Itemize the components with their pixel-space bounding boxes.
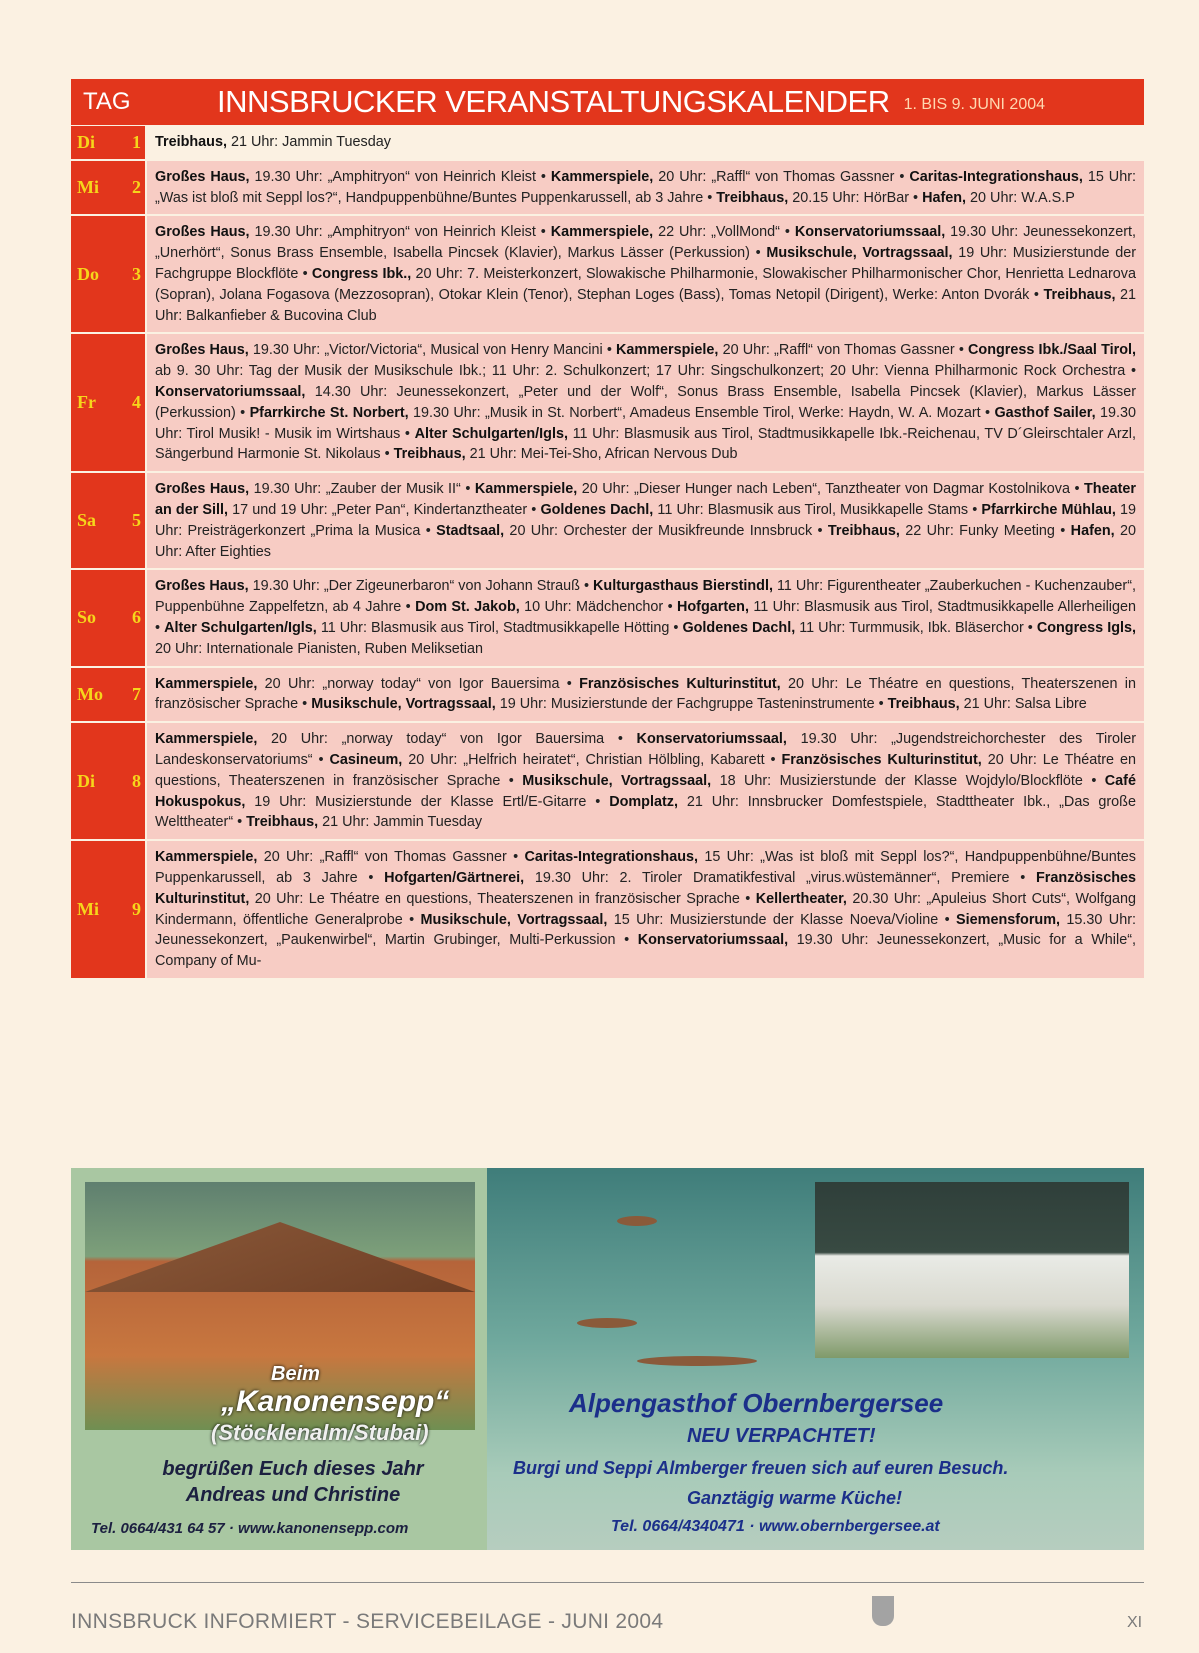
day-label: Di 1	[71, 126, 145, 159]
boat-shape	[617, 1216, 657, 1226]
calendar-header	[71, 79, 1144, 125]
day-label: Do 3	[71, 216, 145, 332]
page-number: XI	[1127, 1614, 1143, 1631]
day-events: Großes Haus, 19.30 Uhr: „Amphitryon“ von Heinrich Kleist • Kammerspiele, 22 Uhr: „VollMond“ • Konservatoriumssaal, 19.30 Uhr: Jeunessekonzert, „Unerhört“, Sonus Brass Ensemble, Isabella Pincsek (Klavier), Markus Lässer (Perkussion) • Musikschule, Vortragssaal, 19 Uhr: Musizierstunde der Fachgruppe Blockflöte • Congress Ibk., 20 Uhr: 7. Meisterkonzert, Slowakische Philharmonie, Slowakischer Philharmonischer Chor, Henrietta Lednarova (Sopran), Jolana Fogasova (Mezzosopran), Otokar Klein (Tenor), Stephan Loges (Bass), Tomas Netopil (Dirigent), Werke: Anton Dvorák • Treibhaus, 21 Uhr: Balkanfieber & Bucovina Club	[147, 216, 1144, 332]
day-events: Großes Haus, 19.30 Uhr: „Zauber der Musik II“ • Kammerspiele, 20 Uhr: „Dieser Hunger nach Leben“, Tanztheater von Dagmar Kostolnikova • Theater an der Sill, 17 und 19 Uhr: „Peter Pan“, Kindertanztheater • Goldenes Dachl, 11 Uhr: Blasmusik aus Tirol, Musikkapelle Stams • Pfarrkirche Mühlau, 19 Uhr: Preisträgerkonzert „Prima la Musica • Stadtsaal, 20 Uhr: Orchester der Musikfreunde Innsbruck • Treibhaus, 22 Uhr: Funky Meeting • Hafen, 20 Uhr: After Eighties	[147, 473, 1144, 568]
footer-text: INNSBRUCK INFORMIERT - SERVICEBEILAGE - JUNI 2004	[71, 1610, 664, 1633]
day-row	[71, 161, 1144, 217]
calendar-title: INNSBRUCKER VERANSTALTUNGSKALENDER	[217, 84, 890, 119]
ad-inn-contact: Tel. 0664/4340471 · www.obernbergersee.at	[611, 1518, 940, 1535]
ad-contact: Tel. 0664/431 64 57 · www.kanonensepp.com	[91, 1520, 409, 1537]
day-events: Kammerspiele, 20 Uhr: „Raffl“ von Thomas Gassner • Caritas-Integrationshaus, 15 Uhr: „Was ist bloß mit Seppl los?“, Handpuppenbühne/Buntes Puppenkarussell, ab 3 Jahre • Hofgarten/Gärtnerei, 19.30 Uhr: 2. Tiroler Dramatikfestival „virus.wüstemänner“, Premiere • Französisches Kulturinstitut, 20 Uhr: Le Théatre en questions, Theaterszenen in französischer Sprache • Kellertheater, 20.30 Uhr: „Apuleius Short Cuts“, Wolfgang Kindermann, öffentliche Generalprobe • Musikschule, Vortragssaal, 15 Uhr: Musizierstunde der Klasse Noeva/Violine • Siemensforum, 15.30 Uhr: Jeunessekonzert, „Paukenwirbel“, Martin Grubinger, Multi-Perkussion • Konservatoriumssaal, 19.30 Uhr: Jeunessekonzert, „Music for a While“, Company of Mu-	[147, 841, 1144, 978]
day-row	[71, 668, 1144, 724]
kanonensepp-ad	[71, 1168, 487, 1550]
day-label: Mo 7	[71, 668, 145, 722]
day-row	[71, 473, 1144, 570]
day-row	[71, 841, 1144, 980]
day-row	[71, 723, 1144, 841]
date-range: 1. BIS 9. JUNI 2004	[903, 96, 1046, 113]
innsbruck-crest-icon	[872, 1596, 894, 1626]
day-events: Großes Haus, 19.30 Uhr: „Amphitryon“ von Heinrich Kleist • Kammerspiele, 20 Uhr: „Raffl“ von Thomas Gassner • Caritas-Integrationshaus, 15 Uhr: „Was ist bloß mit Seppl los?“, Handpuppenbühne/Buntes Puppenkarussell, ab 3 Jahre • Treibhaus, 20.15 Uhr: HörBar • Hafen, 20 Uhr: W.A.S.P	[147, 161, 1144, 215]
obernbergersee-ad	[487, 1168, 1144, 1550]
calendar-rows	[71, 126, 1144, 980]
day-label: Sa 5	[71, 473, 145, 568]
day-label: Fr 4	[71, 334, 145, 471]
day-events: Kammerspiele, 20 Uhr: „norway today“ von Igor Bauersima • Französisches Kulturinstitut, 20 Uhr: Le Théatre en questions, Theaterszenen in französischer Sprache • Musikschule, Vortragssaal, 19 Uhr: Musizierstunde der Fachgruppe Tasteninstrumente • Treibhaus, 21 Uhr: Salsa Libre	[147, 668, 1144, 722]
day-row	[71, 334, 1144, 473]
ad-beim: Beim	[271, 1363, 320, 1385]
day-events: Großes Haus, 19.30 Uhr: „Der Zigeunerbaron“ von Johann Strauß • Kulturgasthaus Bierstindl, 11 Uhr: Figurentheater „Zauberkuchen - Kuchenzauber“, Puppenbühne Zappelfetzn, ab 4 Jahre • Dom St. Jakob, 10 Uhr: Mädchenchor • Hofgarten, 11 Uhr: Blasmusik aus Tirol, Stadtmusikkapelle Allerheiligen • Alter Schulgarten/Igls, 11 Uhr: Blasmusik aus Tirol, Stadtmusikkapelle Hötting • Goldenes Dachl, 11 Uhr: Turmmusik, Ibk. Bläserchor • Congress Igls, 20 Uhr: Internationale Pianisten, Ruben Meliksetian	[147, 570, 1144, 665]
day-events: Kammerspiele, 20 Uhr: „norway today“ von Igor Bauersima • Konservatoriumssaal, 19.30 Uhr: „Jugendstreichorchester des Tiroler Landeskonservatoriums“ • Casineum, 20 Uhr: „Helfrich heiratet“, Christian Hölbling, Kabarett • Französisches Kulturinstitut, 20 Uhr: Le Théatre en questions, Theaterszenen in französischer Sprache • Musikschule, Vortragssaal, 18 Uhr: Musizierstunde der Klasse Wojdylo/Blockflöte • Café Hokuspokus, 19 Uhr: Musizierstunde der Klasse Ertl/E-Gitarre • Domplatz, 21 Uhr: Innsbrucker Domfestspiele, Stadttheater Ibk., „Das große Welttheater“ • Treibhaus, 21 Uhr: Jammin Tuesday	[147, 723, 1144, 839]
boat-shape	[577, 1318, 637, 1328]
tag-label: TAG	[83, 88, 131, 115]
ad-kanonensepp-name: „Kanonensepp“	[221, 1385, 450, 1418]
ad-inn-line1: Burgi und Seppi Almberger freuen sich auf euren Besuch.	[513, 1458, 1009, 1478]
ad-inn-subtitle: NEU VERPACHTET!	[687, 1425, 876, 1447]
ad-panel	[71, 1168, 1144, 1550]
boat-shape	[637, 1356, 757, 1366]
day-row	[71, 216, 1144, 334]
day-events: Treibhaus, 21 Uhr: Jammin Tuesday	[147, 126, 1144, 159]
day-label: Mi 2	[71, 161, 145, 215]
ad-place: (Stöcklenalm/Stubai)	[211, 1420, 429, 1445]
day-label: Mi 9	[71, 841, 145, 978]
day-row	[71, 126, 1144, 161]
ad-inn-line2: Ganztägig warme Küche!	[687, 1488, 903, 1508]
inn-photo	[815, 1182, 1129, 1358]
footer-rule	[71, 1582, 1144, 1583]
day-events: Großes Haus, 19.30 Uhr: „Victor/Victoria“, Musical von Henry Mancini • Kammerspiele, 20 Uhr: „Raffl“ von Thomas Gassner • Congress Ibk./Saal Tirol, ab 9. 30 Uhr: Tag der Musik der Musikschule Ibk.; 11 Uhr: 2. Schulkonzert; 17 Uhr: Singschulkonzert; 20 Uhr: Vienna Philharmonic Rock Orchestra • Konservatoriumssaal, 14.30 Uhr: Jeunessekonzert, „Peter und der Wolf“, Sonus Brass Ensemble, Isabella Pincsek (Klavier), Markus Lässer (Perkussion) • Pfarrkirche St. Norbert, 19.30 Uhr: „Musik in St. Norbert“, Amadeus Ensemble Tirol, Werke: Haydn, W. A. Mozart • Gasthof Sailer, 19.30 Uhr: Tirol Musik! - Musik im Wirtshaus • Alter Schulgarten/Igls, 11 Uhr: Blasmusik aus Tirol, Stadtmusikkapelle Ibk.-Reichenau, TV D´Gleirschtaler Arzl, Sängerbund Harmonie St. Nikolaus • Treibhaus, 21 Uhr: Mei-Tei-Sho, African Nervous Dub	[147, 334, 1144, 471]
ad-greeting: begrüßen Euch dieses Jahr Andreas und Christine	[162, 1458, 424, 1506]
day-label: So 6	[71, 570, 145, 665]
day-row	[71, 570, 1144, 667]
ad-inn-title: Alpengasthof Obernbergersee	[569, 1388, 944, 1418]
day-label: Di 8	[71, 723, 145, 839]
